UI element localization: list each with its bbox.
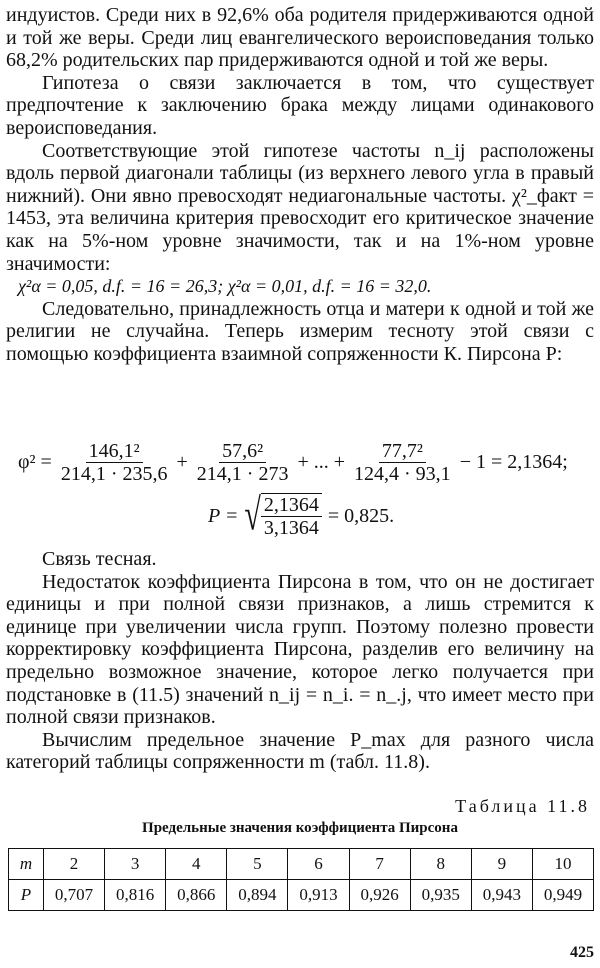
square-root: [244, 490, 321, 540]
paragraph-5: Связь тесная.: [42, 548, 157, 570]
p-cell: 0,866: [166, 880, 227, 911]
m-cell: 9: [471, 849, 532, 880]
fraction-2-numerator: 57,6²: [219, 440, 266, 463]
sqrt-numerator: 2,1364: [261, 494, 322, 517]
p-result: = 0,825.: [327, 504, 395, 527]
paragraph-1: индуистов. Среди них в 92,6% оба родителя придерживаются одной и той же веры. Среди лиц евангелического вероисповедания только 68,2% родительских пар придерживаются одной и той же веры.: [6, 4, 594, 72]
p-coefficient-formula: [208, 490, 588, 540]
fraction-2: [194, 440, 292, 485]
row-label-m: m: [9, 849, 44, 880]
p-cell: 0,894: [227, 880, 288, 911]
paragraph-3: Соответствующие этой гипотезе частоты n_ij расположены вдоль первой диагонали таблицы (из верхнего левого угла в правый нижний). Они явно превосходят недиагональные частоты. χ²_факт = 1453, эта величина критерия превосходит его критическое значение как на 5%-ном уровне значимости, так и на 1%-ном уровне значимости:: [6, 139, 594, 275]
pearson-limits-table: [8, 848, 594, 911]
body-text-bottom: [6, 548, 594, 774]
m-cell: 7: [349, 849, 410, 880]
p-cell: 0,707: [44, 880, 105, 911]
fraction-1: [58, 440, 171, 485]
phi-lhs: φ² =: [18, 451, 52, 473]
paragraph-6: Недостаток коэффициента Пирсона в том, что он не достигает единицы и при полной связи признаков, а лишь стремится к единице при увеличении числа групп. Поэтому полезно провести корректировку коэффициента Пирсона, разделив его величину на предельно возможное значение, которое легко получается при подстановке в (11.5) значений n_ij = n_i. = n_.j, что имеет место при полной связи признаков.: [6, 570, 594, 729]
table-caption: Таблица 11.8: [455, 796, 590, 816]
phi-result: − 1 = 2,1364;: [459, 451, 568, 473]
paragraph-4: Следовательно, принадлежность отца и матери к одной и той же религии не случайна. Теперь измерим тесноту этой связи с помощью коэффициента взаимной сопряженности К. Пирсона P:: [6, 297, 594, 365]
m-cell: 2: [44, 849, 105, 880]
pearson-formula: [18, 440, 588, 540]
p-cell: 0,935: [410, 880, 471, 911]
fraction-3: [351, 440, 454, 485]
p-cell: 0,949: [532, 880, 593, 911]
table-row-m: [9, 849, 594, 880]
critical-values-formula: χ²α = 0,05, d.f. = 16 = 26,3; χ²α = 0,01, d.f. = 16 = 32,0.: [18, 276, 432, 297]
m-cell: 10: [532, 849, 593, 880]
paragraph-2: Гипотеза о связи заключается в том, что существует предпочтение к заключению брака между лицами одинакового вероисповедания.: [6, 71, 594, 139]
sqrt-denominator: 3,1364: [263, 517, 319, 539]
p-cell: 0,913: [288, 880, 349, 911]
radical-sign-icon: √: [244, 490, 261, 540]
p-cell: 0,943: [471, 880, 532, 911]
phi-squared-formula: [18, 440, 588, 485]
fraction-1-denominator: 214,1 · 235,6: [60, 463, 168, 485]
p-cell: 0,816: [105, 880, 166, 911]
page-number: 425: [570, 944, 594, 961]
paragraph-7: Вычислим предельное значение P_max для разного числа категорий таблицы сопряженности m (табл. 11.8).: [6, 728, 594, 774]
table-title: Предельные значения коэффициента Пирсона: [142, 820, 458, 836]
p-cell: 0,926: [349, 880, 410, 911]
plus-sign: +: [176, 451, 188, 473]
fraction-1-numerator: 146,1²: [86, 440, 143, 463]
fraction-2-denominator: 214,1 · 273: [196, 463, 289, 485]
p-lhs: P =: [208, 504, 239, 527]
fraction-3-denominator: 124,4 · 93,1: [354, 463, 451, 485]
row-label-p: P: [9, 880, 44, 911]
fraction-3-numerator: 77,7²: [379, 440, 426, 463]
m-cell: 4: [166, 849, 227, 880]
m-cell: 6: [288, 849, 349, 880]
ellipsis-plus: + ... +: [297, 451, 346, 473]
m-cell: 8: [410, 849, 471, 880]
m-cell: 3: [105, 849, 166, 880]
table-row-p: [9, 880, 594, 911]
sqrt-fraction: [261, 494, 322, 539]
m-cell: 5: [227, 849, 288, 880]
body-text-top: [6, 4, 594, 366]
